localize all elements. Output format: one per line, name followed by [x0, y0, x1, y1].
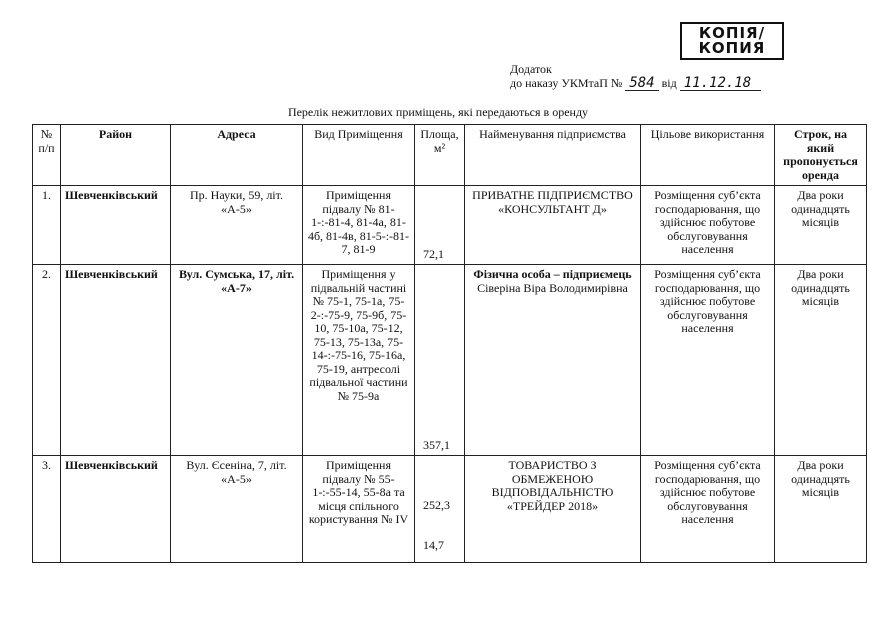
header-type: Вид Приміщення	[303, 125, 415, 186]
stamp-line-1: КОПІЯ/	[698, 24, 766, 42]
document-title: Перелік нежитлових приміщень, які передаються в оренду	[287, 105, 589, 119]
header-term: Строк, на який пропонується оренда	[775, 125, 867, 186]
area-part-a: 252,3	[423, 498, 450, 512]
stamp-line-2: КОПИЯ	[698, 39, 766, 57]
cell-area: 357,1	[415, 265, 465, 456]
cell-num: 2.	[33, 265, 61, 456]
cell-term: Два роки одинадцять місяців	[775, 186, 867, 265]
cell-num: 3.	[33, 456, 61, 563]
table-row	[33, 456, 867, 563]
copy-stamp	[680, 22, 784, 60]
header-enterprise: Найменування підприємства	[465, 125, 641, 186]
date-prefix: від	[661, 76, 677, 90]
premises-table	[32, 124, 867, 563]
order-date: 11.12.18	[680, 77, 761, 91]
cell-type: Приміщення підвалу № 81-1-:-81-4, 81-4а, 81-4б, 81-4в, 81-5-:-81-7, 81-9	[303, 186, 415, 265]
address-text: Вул. Сумська, 17, літ. «А-7»	[178, 267, 295, 295]
cell-enterprise	[465, 265, 641, 456]
cell-term: Два роки одинадцять місяців	[775, 456, 867, 563]
order-prefix: до наказу УКМтаП №	[510, 76, 623, 90]
cell-district: Шевченківський	[61, 265, 171, 456]
cell-term: Два роки одинадцять місяців	[775, 265, 867, 456]
enterprise-name: Сіверіна Віра Володимирівна	[477, 280, 628, 295]
area-part-b: 14,7	[423, 537, 444, 552]
cell-type: Приміщення у підвальній частині № 75-1, 75-1а, 75-2-:-75-9, 75-9б, 75-10, 75-10а, 75-12, 75-13, 75-13а, 75-14-:-75-16, 75-16а, 75-19, антресолі підвальної частини № 75-9а	[303, 265, 415, 456]
table-row	[33, 186, 867, 265]
cell-district: Шевченківський	[61, 456, 171, 563]
table-row	[33, 265, 867, 456]
cell-address: Пр. Науки, 59, літ. «А-5»	[171, 186, 303, 265]
table-header-row	[33, 125, 867, 186]
cell-purpose: Розміщення суб’єкта господарювання, що здійснює побутове обслуговування населення	[641, 186, 775, 265]
annex-order-line	[510, 76, 761, 91]
cell-type	[303, 456, 415, 563]
annex-header	[510, 62, 761, 91]
cell-enterprise: ПРИВАТНЕ ПІДПРИЄМСТВО «КОНСУЛЬТАНТ Д»	[465, 186, 641, 265]
cell-area	[415, 456, 465, 563]
type-part-a: Приміщення підвалу № 55-1-:-55-14, 55-8а та	[312, 458, 405, 499]
type-part-b: місця спільного користування № IV	[308, 498, 409, 526]
cell-purpose: Розміщення суб’єкта господарювання, що здійснює побутове обслуговування населення	[641, 456, 775, 563]
cell-purpose: Розміщення суб’єкта господарювання, що здійснює побутове обслуговування населення	[641, 265, 775, 456]
cell-address	[171, 265, 303, 456]
header-area: Площа, м²	[415, 125, 465, 186]
cell-address: Вул. Єсеніна, 7, літ. «А-5»	[171, 456, 303, 563]
header-num: № п/п	[33, 125, 61, 186]
header-purpose: Цільове використання	[641, 125, 775, 186]
annex-label: Додаток	[510, 62, 552, 76]
cell-num: 1.	[33, 186, 61, 265]
order-number: 584	[625, 77, 658, 91]
cell-district: Шевченківський	[61, 186, 171, 265]
header-district: Район	[61, 125, 171, 186]
enterprise-type: Фізична особа – підприємець	[473, 267, 632, 281]
cell-area: 72,1	[415, 186, 465, 265]
header-address: Адреса	[171, 125, 303, 186]
cell-enterprise: ТОВАРИСТВО З ОБМЕЖЕНОЮ ВІДПОВІДАЛЬНІСТЮ «ТРЕЙДЕР 2018»	[465, 456, 641, 563]
